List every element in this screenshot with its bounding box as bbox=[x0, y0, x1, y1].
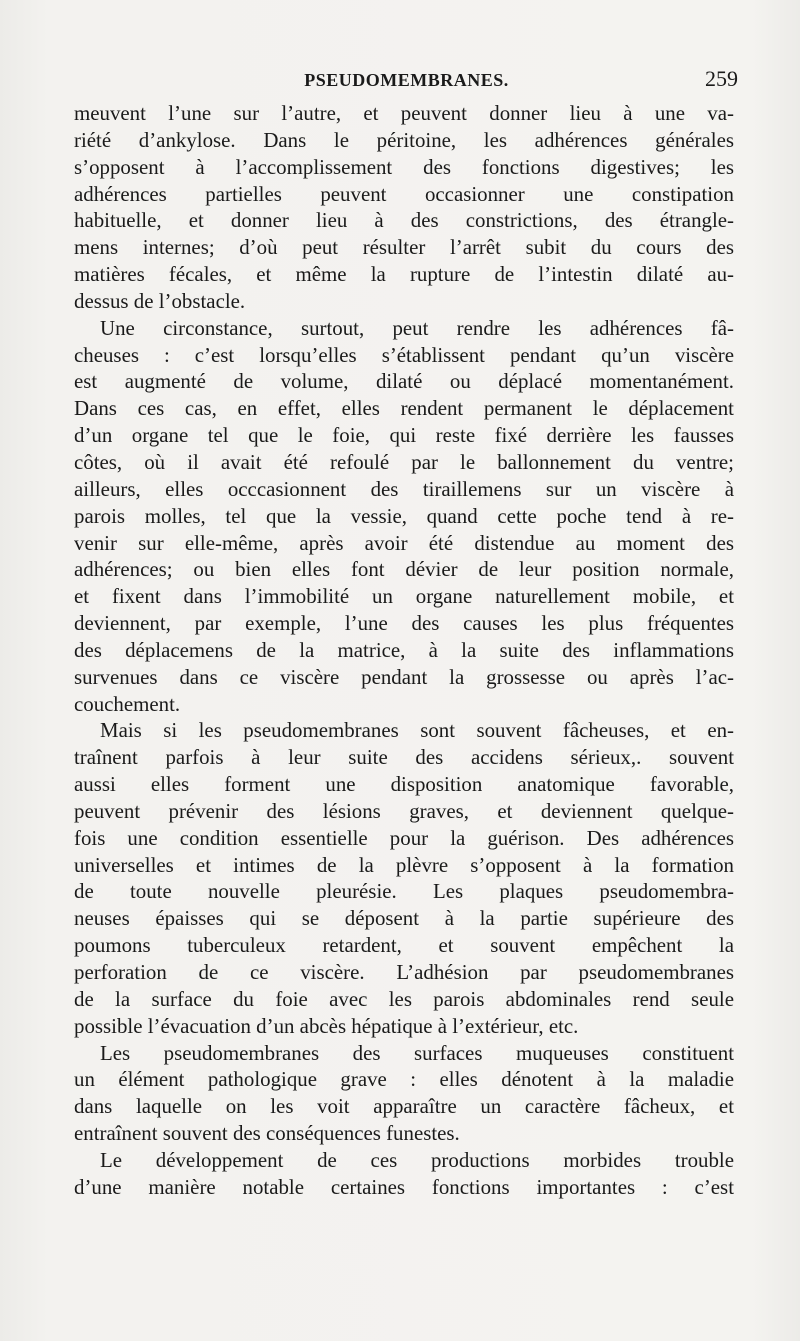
text-line: d’une manière notable certaines fonctions importantes : c’est bbox=[74, 1174, 734, 1199]
text-line: de la surface du foie avec les parois abdominales rend seule bbox=[74, 986, 734, 1011]
text-line: habituelle, et donner lieu à des constrictions, des étrangle- bbox=[74, 208, 734, 233]
text-line: ailleurs, elles occcasionnent des tiraillemens sur un viscère à bbox=[74, 476, 734, 501]
text-line: possible l’évacuation d’un abcès hépatique à l’extérieur, etc. bbox=[74, 1013, 579, 1038]
text-line: et fixent dans l’immobilité un organe naturellement mobile, et bbox=[74, 584, 734, 609]
text-line: est augmenté de volume, dilaté ou déplacé momentanément. bbox=[74, 369, 734, 394]
paragraph bbox=[74, 717, 734, 1039]
text-line: perforation de ce viscère. L’adhésion par pseudomembranes bbox=[74, 960, 734, 984]
page-number: 259 bbox=[705, 66, 738, 91]
text-line: dans laquelle on les voit apparaître un caractère fâcheux, et bbox=[74, 1094, 734, 1119]
text-line: adhérences partielles peuvent occasionner une constipation bbox=[74, 181, 734, 206]
text-line: matières fécales, et même la rupture de l’intestin dilaté au- bbox=[74, 262, 734, 287]
text-line: côtes, où il avait été refoulé par le ballonnement du ventre; bbox=[74, 449, 734, 474]
text-line: des déplacemens de la matrice, à la suite des inflammations bbox=[74, 637, 734, 662]
text-line: d’un organe tel que le foie, qui reste fixé derrière les fausses bbox=[74, 423, 734, 448]
text-line: Une circonstance, surtout, peut rendre les adhérences fâ- bbox=[100, 315, 734, 340]
text-line: cheuses : c’est lorsqu’elles s’établissent pendant qu’un viscère bbox=[74, 342, 734, 367]
text-line: traînent parfois à leur suite des accidens sérieux,. souvent bbox=[74, 745, 734, 770]
text-line: fois une condition essentielle pour la guérison. Des adhérences bbox=[74, 825, 734, 850]
text-line: aussi elles forment une disposition anatomique favorable, bbox=[74, 772, 734, 797]
running-title: PSEUDOMEMBRANES. bbox=[304, 70, 509, 90]
text-line: universelles et intimes de la plèvre s’opposent à la formation bbox=[74, 852, 734, 877]
text-line: Dans ces cas, en effet, elles rendent permanent le déplacement bbox=[74, 396, 734, 421]
text-line: adhérences; ou bien elles font dévier de leur position normale, bbox=[74, 557, 734, 582]
text-line: riété d’ankylose. Dans le péritoine, les adhérences générales bbox=[74, 127, 734, 152]
text-line: survenues dans ce viscère pendant la grossesse ou après l’ac- bbox=[74, 664, 734, 689]
text-line: Mais si les pseudomembranes sont souvent fâcheuses, et en- bbox=[100, 718, 734, 743]
paragraph bbox=[74, 1147, 734, 1201]
text-line: un élément pathologique grave : elles dénotent à la maladie bbox=[74, 1067, 734, 1092]
page-header bbox=[75, 66, 738, 96]
text-line: dessus de l’obstacle. bbox=[74, 288, 246, 313]
text-line: s’opposent à l’accomplissement des fonctions digestives; les bbox=[74, 154, 734, 179]
text-line: entraînent souvent des conséquences funestes. bbox=[74, 1121, 460, 1146]
text-line: couchement. bbox=[74, 691, 181, 716]
text-line: parois molles, tel que la vessie, quand cette poche tend à re- bbox=[74, 503, 734, 528]
paragraph bbox=[74, 100, 734, 315]
text-line: peuvent prévenir des lésions graves, et deviennent quelque- bbox=[74, 798, 734, 823]
body-text bbox=[74, 100, 734, 1201]
paragraph bbox=[74, 315, 734, 718]
text-line: meuvent l’une sur l’autre, et peuvent donner lieu à une va- bbox=[74, 101, 734, 125]
text-line: deviennent, par exemple, l’une des causes les plus fréquentes bbox=[74, 611, 734, 636]
text-line: neuses épaisses qui se déposent à la partie supérieure des bbox=[74, 906, 734, 931]
text-line: poumons tuberculeux retardent, et souvent empêchent la bbox=[74, 933, 734, 958]
text-line: de toute nouvelle pleurésie. Les plaques pseudomembra- bbox=[74, 879, 734, 904]
text-line: Les pseudomembranes des surfaces muqueuses constituent bbox=[100, 1040, 734, 1065]
text-line: mens internes; d’où peut résulter l’arrêt subit du cours des bbox=[74, 235, 734, 260]
text-line: venir sur elle-même, après avoir été distendue au moment des bbox=[74, 530, 734, 555]
text-line: Le développement de ces productions morbides trouble bbox=[100, 1147, 734, 1172]
paragraph bbox=[74, 1040, 734, 1147]
